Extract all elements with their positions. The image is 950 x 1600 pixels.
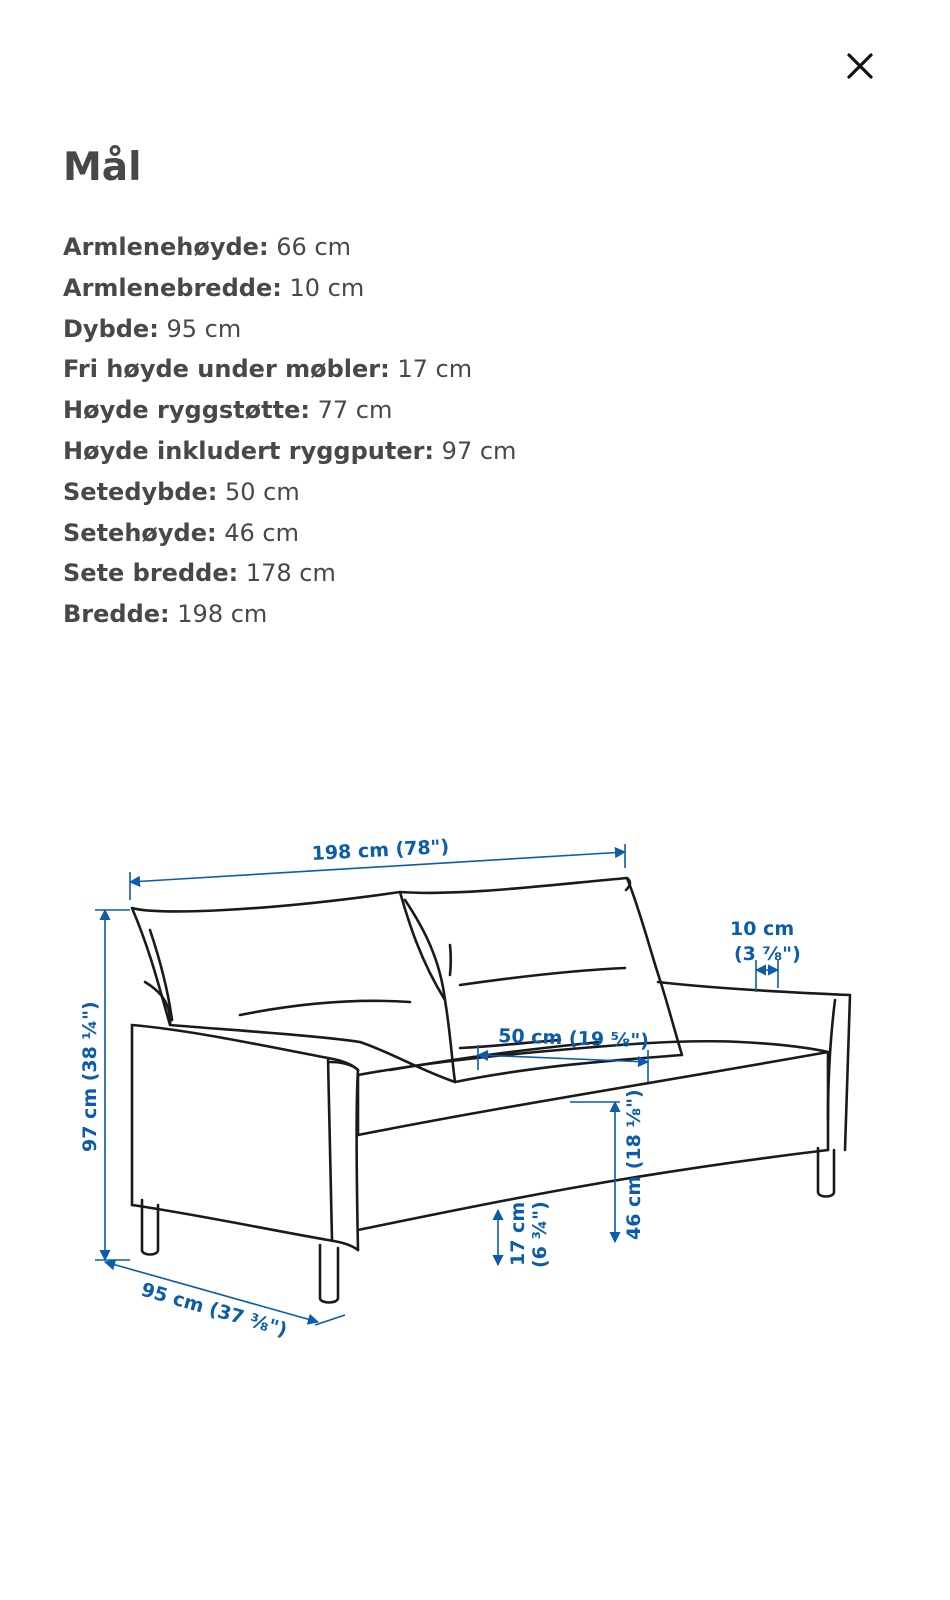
dimension-value: 17 cm — [397, 355, 473, 384]
dimension-value: 178 cm — [245, 559, 336, 588]
dimension-item — [63, 309, 516, 350]
dimension-label: Armlenebredde: — [63, 273, 282, 302]
dimension-item — [63, 594, 516, 635]
width-dimension-label: 198 cm (78") — [311, 835, 450, 865]
dimension-list — [63, 227, 516, 635]
dimension-item — [63, 553, 516, 594]
close-button[interactable] — [838, 44, 882, 88]
clearance-label: 17 cm — [507, 1201, 529, 1266]
dimension-item — [63, 513, 516, 554]
dimension-value: 10 cm — [289, 273, 365, 302]
dimension-label: Høyde inkludert ryggputer: — [63, 436, 435, 465]
dimension-label: Dybde: — [63, 314, 159, 343]
sofa-outline — [132, 878, 850, 1303]
dimension-value: 198 cm — [177, 600, 268, 629]
dimension-value: 95 cm — [166, 314, 242, 343]
dimension-label: Setehøyde: — [63, 518, 217, 547]
clearance-label-imperial: (6 ¾") — [529, 1201, 551, 1268]
seat-depth-label: 50 cm (19 ⅝") — [497, 1025, 650, 1053]
dimension-value: 77 cm — [317, 396, 393, 425]
armrest-width-label: 10 cm — [730, 918, 795, 940]
dimension-value: 46 cm — [224, 518, 299, 547]
sofa-dimension-drawing — [60, 820, 880, 1400]
depth-dimension-label: 95 cm (37 ⅜") — [138, 1278, 290, 1342]
dimension-label: Fri høyde under møbler: — [63, 355, 390, 384]
dimension-value: 97 cm — [441, 436, 517, 465]
dimension-label: Høyde ryggstøtte: — [63, 396, 310, 425]
dimension-item — [63, 390, 516, 431]
dimension-label: Setedybde: — [63, 477, 218, 506]
dimension-value: 50 cm — [225, 477, 300, 506]
armrest-width-label-imperial: (3 ⅞") — [734, 943, 801, 965]
dimension-label: Sete bredde: — [63, 559, 239, 588]
dimension-item — [63, 472, 516, 513]
dimension-item — [63, 268, 516, 309]
dimension-label: Armlenehøyde: — [63, 233, 269, 261]
dimension-item — [63, 431, 516, 472]
close-icon — [838, 44, 882, 88]
dimension-item — [63, 349, 516, 390]
dimension-lines — [95, 844, 778, 1325]
height-dimension-label: 97 cm (38 ¼") — [79, 1001, 101, 1152]
page-title: Mål — [63, 145, 142, 190]
dimension-item — [63, 227, 516, 268]
seat-height-label: 46 cm (18 ⅛") — [623, 1089, 645, 1240]
dimension-label: Bredde: — [63, 600, 170, 629]
dimension-value: 66 cm — [276, 233, 351, 261]
